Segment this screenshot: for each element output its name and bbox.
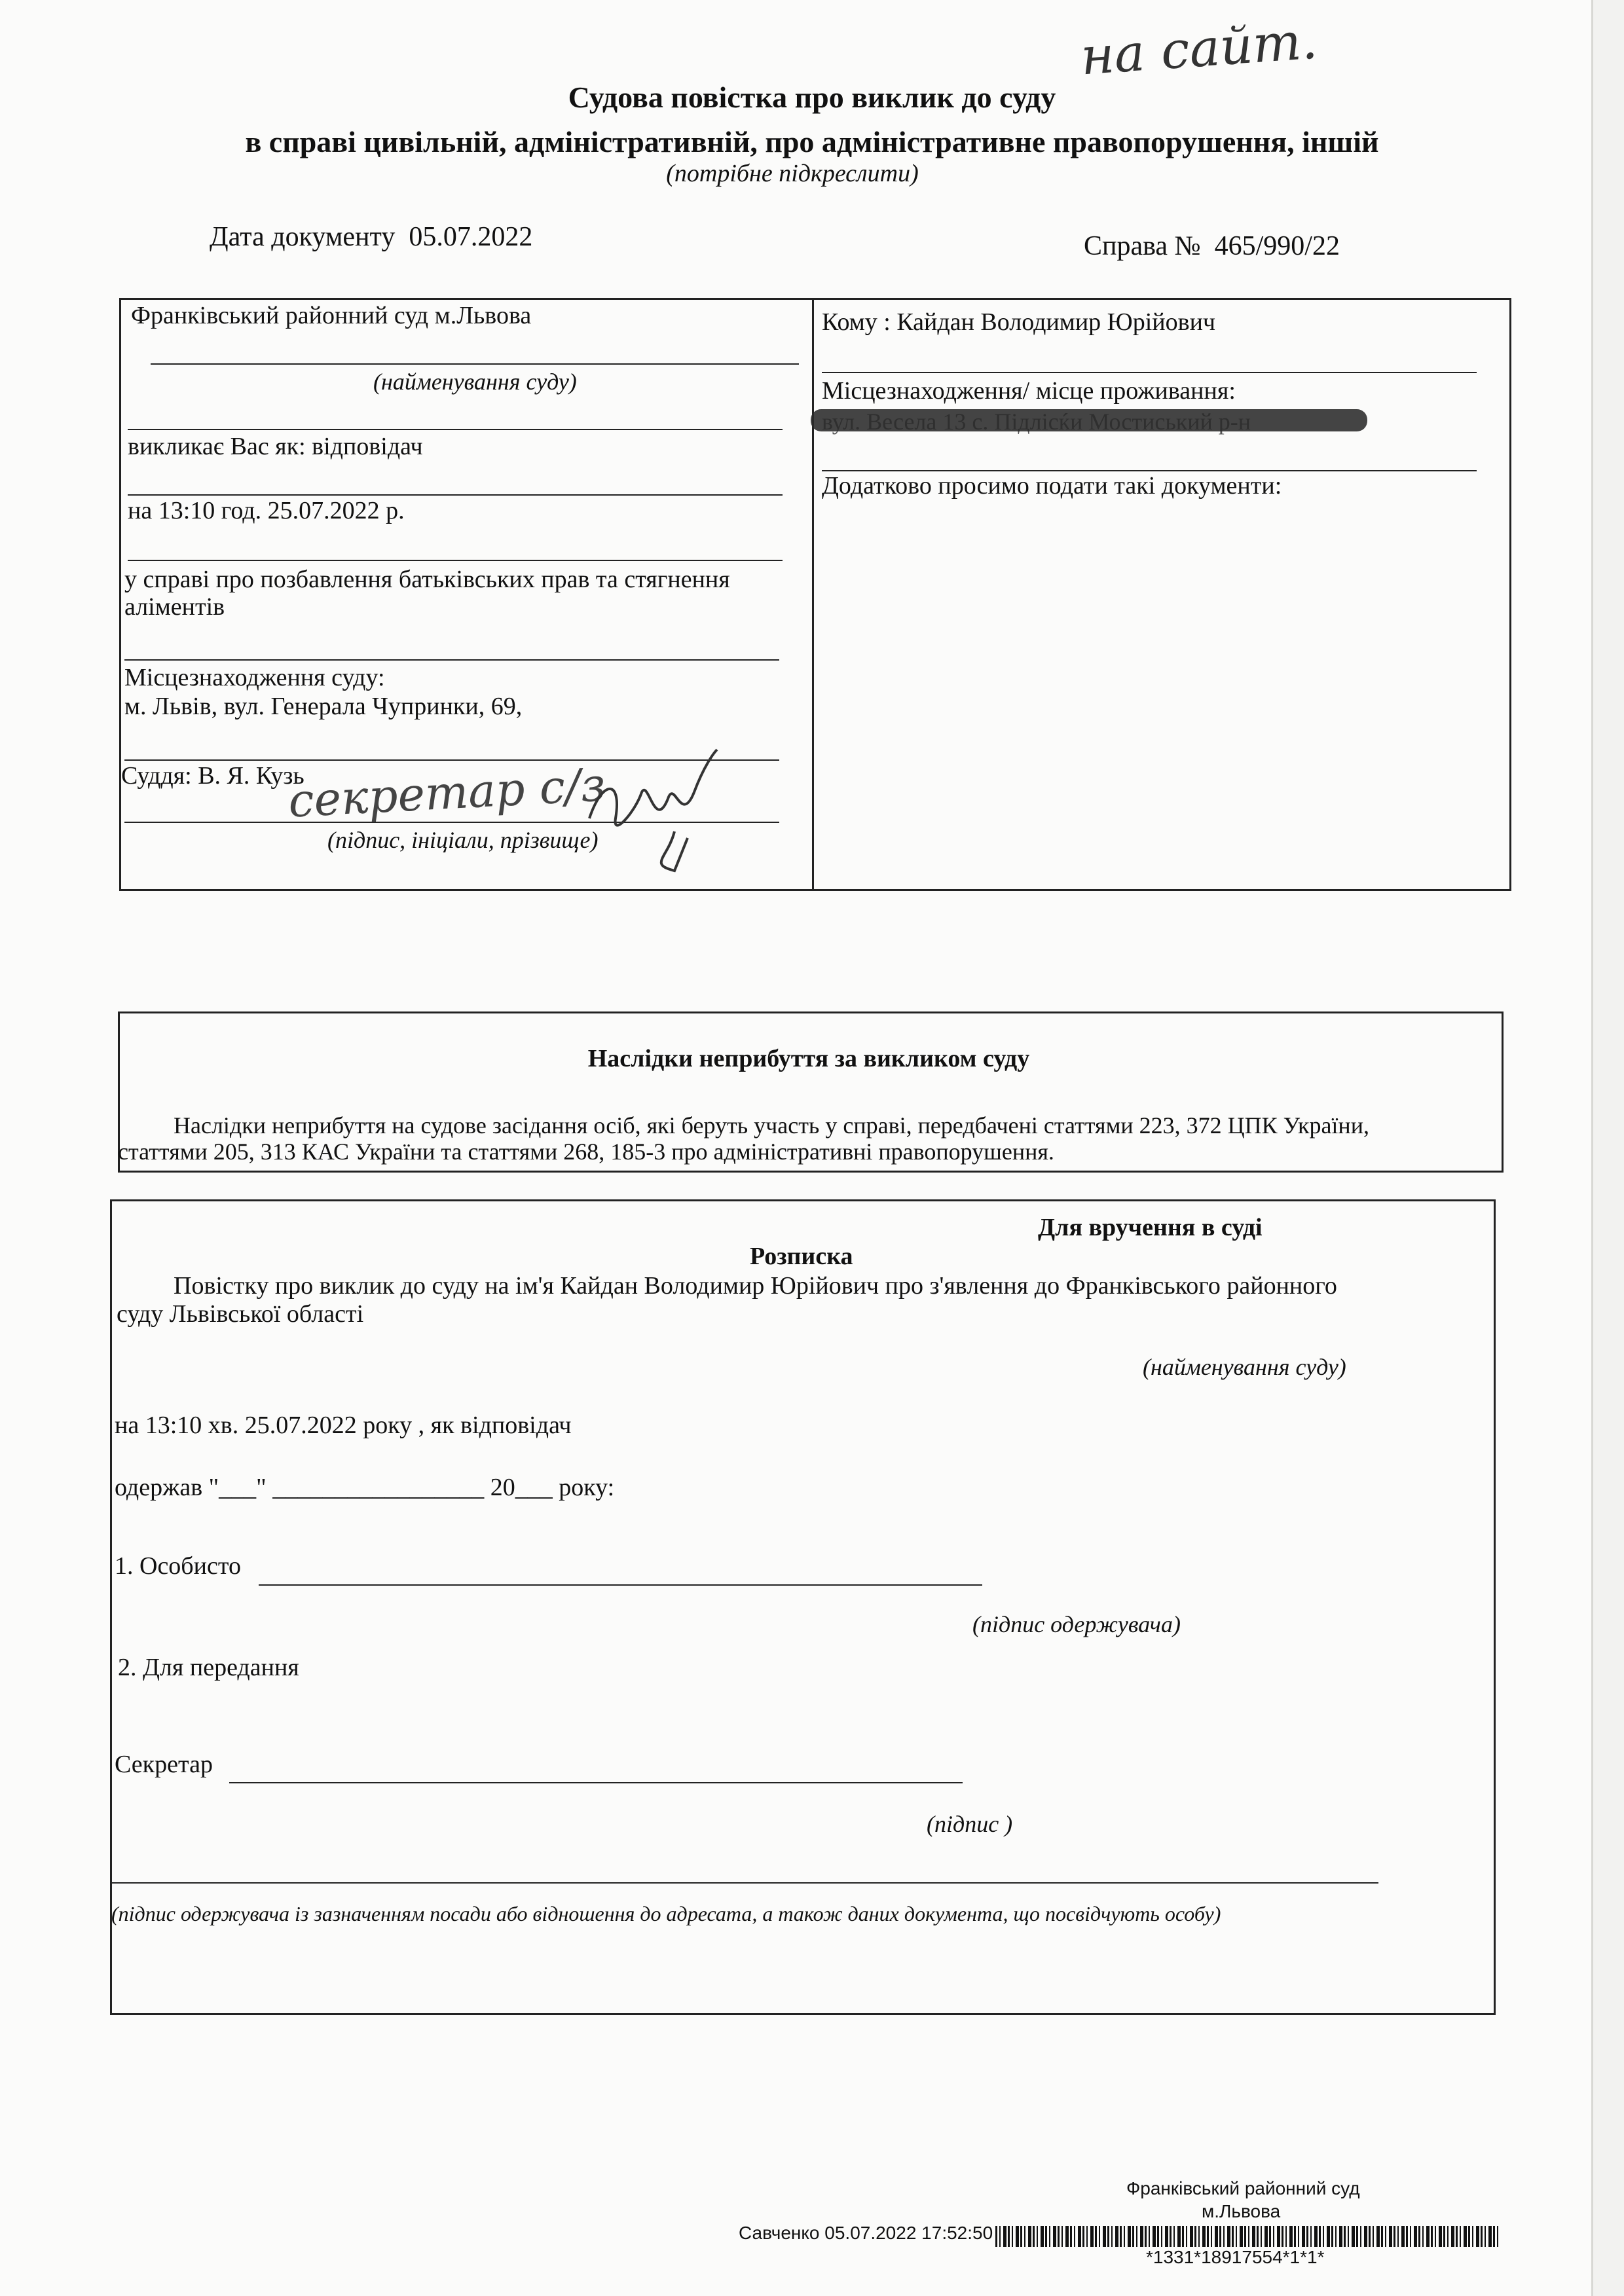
summons-as: викликає Вас як: відповідач [128,433,423,460]
hearing-time: на 13:10 год. 25.07.2022 р. [128,497,405,524]
signature-scribble [576,740,733,884]
rule-4 [124,659,779,661]
court-location-value: м. Львів, вул. Генерала Чупринки, 69, [124,693,523,720]
extra-documents: Додатково просимо подати такі документи: [822,472,1282,500]
consequences-text-1: Наслідки неприбуття на судове засідання осіб, які беруть участь у справі, передбачені статтями 223, 372 ЦПК України, [174,1112,1369,1139]
stamp-court-line-2: м.Львова [1202,2201,1281,2221]
rule-3 [128,560,783,561]
recipient-signature-caption: (підпис одержувача) [972,1611,1181,1637]
case-value: 465/990/22 [1214,231,1340,261]
rule-2 [128,494,783,496]
secretary-signature-caption: (підпис ) [927,1811,1013,1837]
for-court-delivery: Для вручення в суді [1038,1214,1263,1241]
summons-divider [812,298,814,889]
receipt-time-line: на 13:10 хв. 25.07.2022 року , як відповідач [115,1412,572,1439]
footnote-rule [111,1882,1378,1884]
receipt-title: Розписка [750,1243,853,1270]
receipt-line-2: суду Львівської області [117,1300,364,1328]
secretary-label: Секретар [115,1751,213,1778]
consequences-text-2: статтями 205, 313 КАС України та статтями 268, 185-3 про адміністративні правопорушення. [118,1139,1054,1165]
receipt-line-1: Повістку про виклик до суду на ім'я Кайдан Володимир Юрійович про з'явлення до Франківського районного [174,1272,1337,1300]
case-label: Справа № [1084,231,1201,261]
date-label: Дата документу [210,222,396,252]
rule-1 [128,429,783,430]
document-date [210,221,532,253]
title-line-2: в справі цивільній, адміністративній, про адміністративне правопорушення, іншій [245,125,1379,158]
for-transfer-label: 2. Для передання [118,1654,299,1681]
title-line-1: Судова повістка про виклик до суду [568,81,1056,114]
receipt-footnote: (підпис одержувача із зазначенням посади або відношення до адресата, а також даних документа, що посвідчують особу) [111,1902,1221,1925]
barcode-text: *1331*18917554*1*1* [1146,2247,1325,2267]
barcode [995,2226,1500,2247]
recipient-underline [822,372,1477,373]
case-subject-line-1: у справі про позбавлення батьківських прав та стягнення [124,566,730,593]
case-subject-line-2: аліментів [124,593,225,621]
date-value: 05.07.2022 [409,222,533,252]
court-name-underline [151,363,799,365]
personally-label: 1. Особисто [115,1552,241,1580]
court-caption: (найменування суду) [373,369,577,395]
handwritten-secretary: секретар с/з [287,757,607,828]
judge: Суддя: В. Я. Кузь [121,762,304,790]
title-note: (потрібне підкреслити) [666,160,919,187]
consequences-title: Наслідки неприбуття за викликом суду [587,1045,1030,1072]
recipient: Кому : Кайдан Володимир Юрійович [822,308,1216,336]
stamp-court-line-1: Франківський районний суд [1126,2178,1360,2198]
residence-label: Місцезнаходження/ місце проживання: [822,377,1236,405]
case-number [1084,230,1340,262]
signature-caption: (підпис, ініціали, прізвище) [327,827,599,853]
personally-signature-line [259,1584,982,1586]
court-location-label: Місцезнаходження суду: [124,664,385,691]
secretary-signature-line [229,1782,963,1783]
court-name: Франківський районний суд м.Львова [131,302,532,329]
redaction-bar [811,409,1367,431]
clerk-datetime: Савченко 05.07.2022 17:52:50 [739,2223,993,2243]
received-date-line: одержав "___" _________________ 20___ року: [115,1474,615,1501]
handwritten-note: на сайт. [1079,11,1320,87]
receipt-court-caption: (найменування суду) [1143,1354,1346,1380]
